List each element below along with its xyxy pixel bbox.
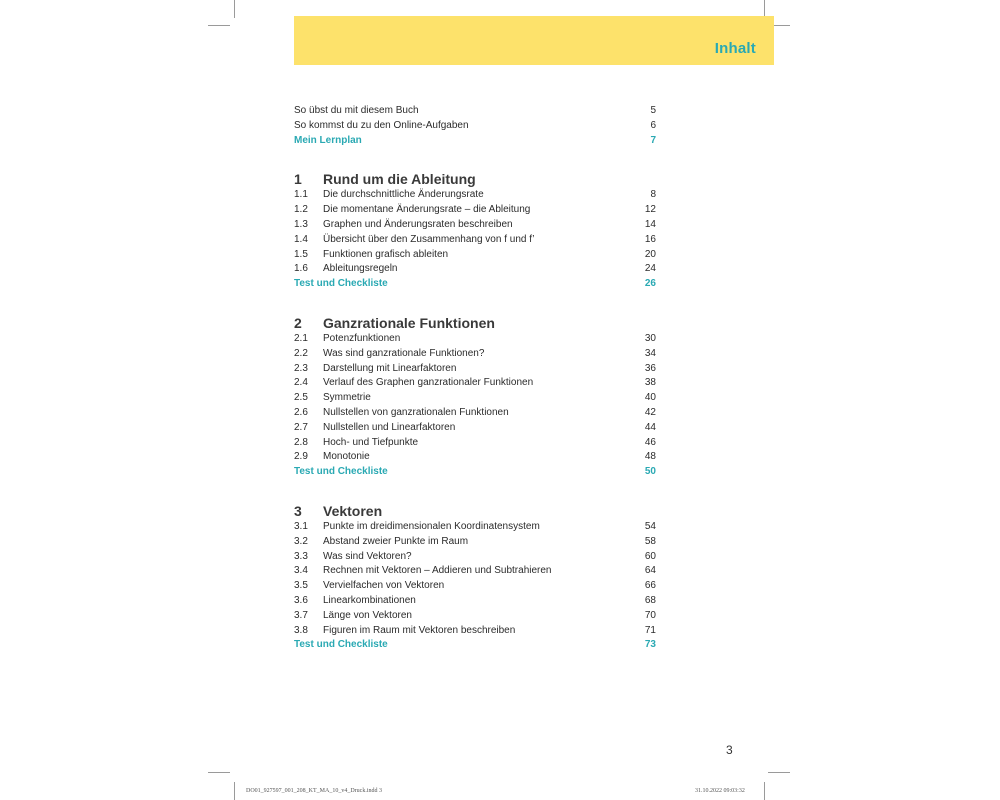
section-title: Darstellung mit Linearfaktoren (323, 362, 457, 374)
page-number: 3 (726, 743, 733, 757)
section-page: 36 (644, 362, 656, 374)
toc-entry[interactable] (294, 218, 656, 233)
section-page: 68 (644, 594, 656, 606)
section-title: Vervielfachen von Vektoren (323, 580, 445, 592)
header-band (294, 16, 774, 65)
page-title: Inhalt (714, 40, 756, 57)
chapter-heading[interactable] (294, 314, 656, 332)
section-number: 2.3 (294, 362, 308, 374)
toc-entry-page: 5 (650, 105, 656, 116)
chapter-title: Vektoren (323, 502, 383, 519)
section-title: Potenzfunktionen (323, 332, 401, 344)
section-number: 3.2 (294, 535, 308, 547)
toc-entry-page: 7 (650, 134, 656, 146)
toc-entry[interactable] (294, 609, 656, 624)
toc-entry-title: Mein Lernplan (294, 134, 362, 146)
table-of-contents (294, 104, 656, 653)
test-title: Test und Checkliste (294, 466, 388, 478)
section-title: Hoch- und Tiefpunkte (323, 436, 419, 448)
section-number: 3.6 (294, 594, 308, 606)
section-title: Verlauf des Graphen ganzrationaler Funktionen (323, 377, 534, 389)
section-page: 8 (650, 189, 656, 201)
crop-mark (234, 0, 235, 18)
toc-entry[interactable] (294, 248, 656, 263)
section-page: 58 (644, 535, 656, 547)
section-page: 54 (644, 520, 656, 532)
section-page: 30 (644, 332, 656, 344)
chapter-heading[interactable] (294, 170, 656, 188)
section-number: 1.1 (294, 189, 308, 201)
toc-entry[interactable] (294, 436, 656, 451)
section-title: Graphen und Änderungsraten beschreiben (323, 218, 513, 230)
test-title: Test und Checkliste (294, 278, 388, 290)
section-number: 2.4 (294, 377, 308, 389)
toc-entry[interactable] (294, 332, 656, 347)
toc-entry[interactable] (294, 535, 656, 550)
section-title: Nullstellen und Linearfaktoren (323, 421, 456, 433)
section-number: 1.2 (294, 204, 308, 216)
section-page: 48 (644, 451, 656, 463)
toc-entry[interactable] (294, 104, 656, 119)
section-title: Figuren im Raum mit Vektoren beschreiben (323, 624, 516, 636)
section-number: 3.7 (294, 609, 308, 621)
crop-mark (764, 782, 765, 800)
toc-entry-test[interactable] (294, 277, 656, 292)
section-number: 3.4 (294, 565, 308, 577)
section-title: Die durchschnittliche Änderungsrate (323, 189, 484, 201)
section-title: Rechnen mit Vektoren – Addieren und Subtrahieren (323, 565, 552, 577)
section-page: 60 (644, 550, 656, 562)
toc-entry[interactable] (294, 362, 656, 377)
chapter-number: 3 (294, 502, 302, 519)
section-number: 3.3 (294, 550, 308, 562)
section-page: 16 (644, 233, 656, 245)
section-title: Ableitungsregeln (323, 263, 398, 275)
crop-mark (208, 25, 230, 26)
section-page: 66 (644, 580, 656, 592)
section-title: Was sind Vektoren? (323, 550, 412, 562)
section-page: 38 (644, 377, 656, 389)
section-title: Funktionen grafisch ableiten (323, 248, 449, 260)
section-number: 1.3 (294, 218, 308, 230)
section-page: 64 (644, 565, 656, 577)
section-number: 2.9 (294, 451, 308, 463)
test-page: 50 (644, 466, 656, 478)
toc-entry[interactable] (294, 421, 656, 436)
section-page: 70 (644, 609, 656, 621)
test-page: 73 (644, 639, 656, 651)
section-title: Was sind ganzrationale Funktionen? (323, 347, 485, 359)
section-page: 42 (644, 406, 656, 418)
toc-entry[interactable] (294, 450, 656, 465)
toc-entry[interactable] (294, 203, 656, 218)
crop-mark (208, 772, 230, 773)
section-page: 24 (644, 263, 656, 275)
test-title: Test und Checkliste (294, 639, 388, 651)
section-page: 34 (644, 347, 656, 359)
chapter-title: Ganzrationale Funktionen (323, 314, 495, 331)
chapter-title: Rund um die Ableitung (323, 171, 476, 188)
section-number: 2.7 (294, 421, 308, 433)
print-slug-date: 31.10.2022 09:03:32 (695, 788, 745, 794)
section-title: Länge von Vektoren (323, 609, 412, 621)
toc-entry[interactable] (294, 391, 656, 406)
toc-entry-test[interactable] (294, 638, 656, 653)
section-number: 3.8 (294, 624, 308, 636)
section-number: 3.1 (294, 520, 308, 532)
toc-entry[interactable] (294, 520, 656, 535)
toc-entry[interactable] (294, 550, 656, 565)
section-number: 3.5 (294, 580, 308, 592)
toc-entry-page: 6 (650, 119, 656, 131)
toc-entry-test[interactable] (294, 465, 656, 480)
toc-entry[interactable] (294, 594, 656, 609)
section-page: 20 (644, 248, 656, 260)
section-title: Symmetrie (323, 392, 371, 404)
section-page: 40 (644, 392, 656, 404)
section-title: Monotonie (323, 451, 370, 463)
crop-mark (768, 772, 790, 773)
toc-entry[interactable] (294, 579, 656, 594)
toc-entry-title: So übst du mit diesem Buch (294, 105, 419, 116)
toc-entry[interactable] (294, 233, 656, 248)
section-number: 2.2 (294, 347, 308, 359)
section-number: 1.4 (294, 233, 308, 245)
section-title: Linearkombinationen (323, 594, 416, 606)
chapter-number: 2 (294, 314, 302, 331)
section-page: 71 (644, 624, 656, 636)
print-slug-file: DO01_927597_001_208_KT_MA_10_v4_Druck.indd 3 (246, 788, 382, 794)
crop-mark (234, 782, 235, 800)
toc-entry[interactable] (294, 406, 656, 421)
section-page: 44 (644, 421, 656, 433)
section-title: Die momentane Änderungsrate – die Ableitung (323, 204, 531, 216)
section-number: 2.1 (294, 332, 308, 344)
toc-entry[interactable] (294, 119, 656, 134)
section-page: 12 (644, 204, 656, 216)
toc-entry-lernplan[interactable] (294, 134, 656, 149)
toc-entry[interactable] (294, 262, 656, 277)
section-number: 2.6 (294, 406, 308, 418)
section-title: Punkte im dreidimensionalen Koordinatensystem (323, 520, 540, 532)
section-title: Abstand zweier Punkte im Raum (323, 535, 469, 547)
toc-entry[interactable] (294, 564, 656, 579)
section-number: 1.5 (294, 248, 308, 260)
toc-entry[interactable] (294, 347, 656, 362)
toc-entry-title: So kommst du zu den Online-Aufgaben (294, 119, 469, 131)
section-number: 1.6 (294, 263, 308, 275)
chapter-number: 1 (294, 171, 302, 188)
chapter-heading[interactable] (294, 502, 656, 520)
section-page: 46 (644, 436, 656, 448)
toc-entry[interactable] (294, 376, 656, 391)
section-title: Übersicht über den Zusammenhang von f und f’ (323, 233, 535, 245)
toc-entry[interactable] (294, 188, 656, 203)
test-page: 26 (644, 278, 656, 290)
section-number: 2.5 (294, 392, 308, 404)
section-page: 14 (644, 218, 656, 230)
toc-entry[interactable] (294, 624, 656, 639)
section-title: Nullstellen von ganzrationalen Funktionen (323, 406, 509, 418)
section-number: 2.8 (294, 436, 308, 448)
